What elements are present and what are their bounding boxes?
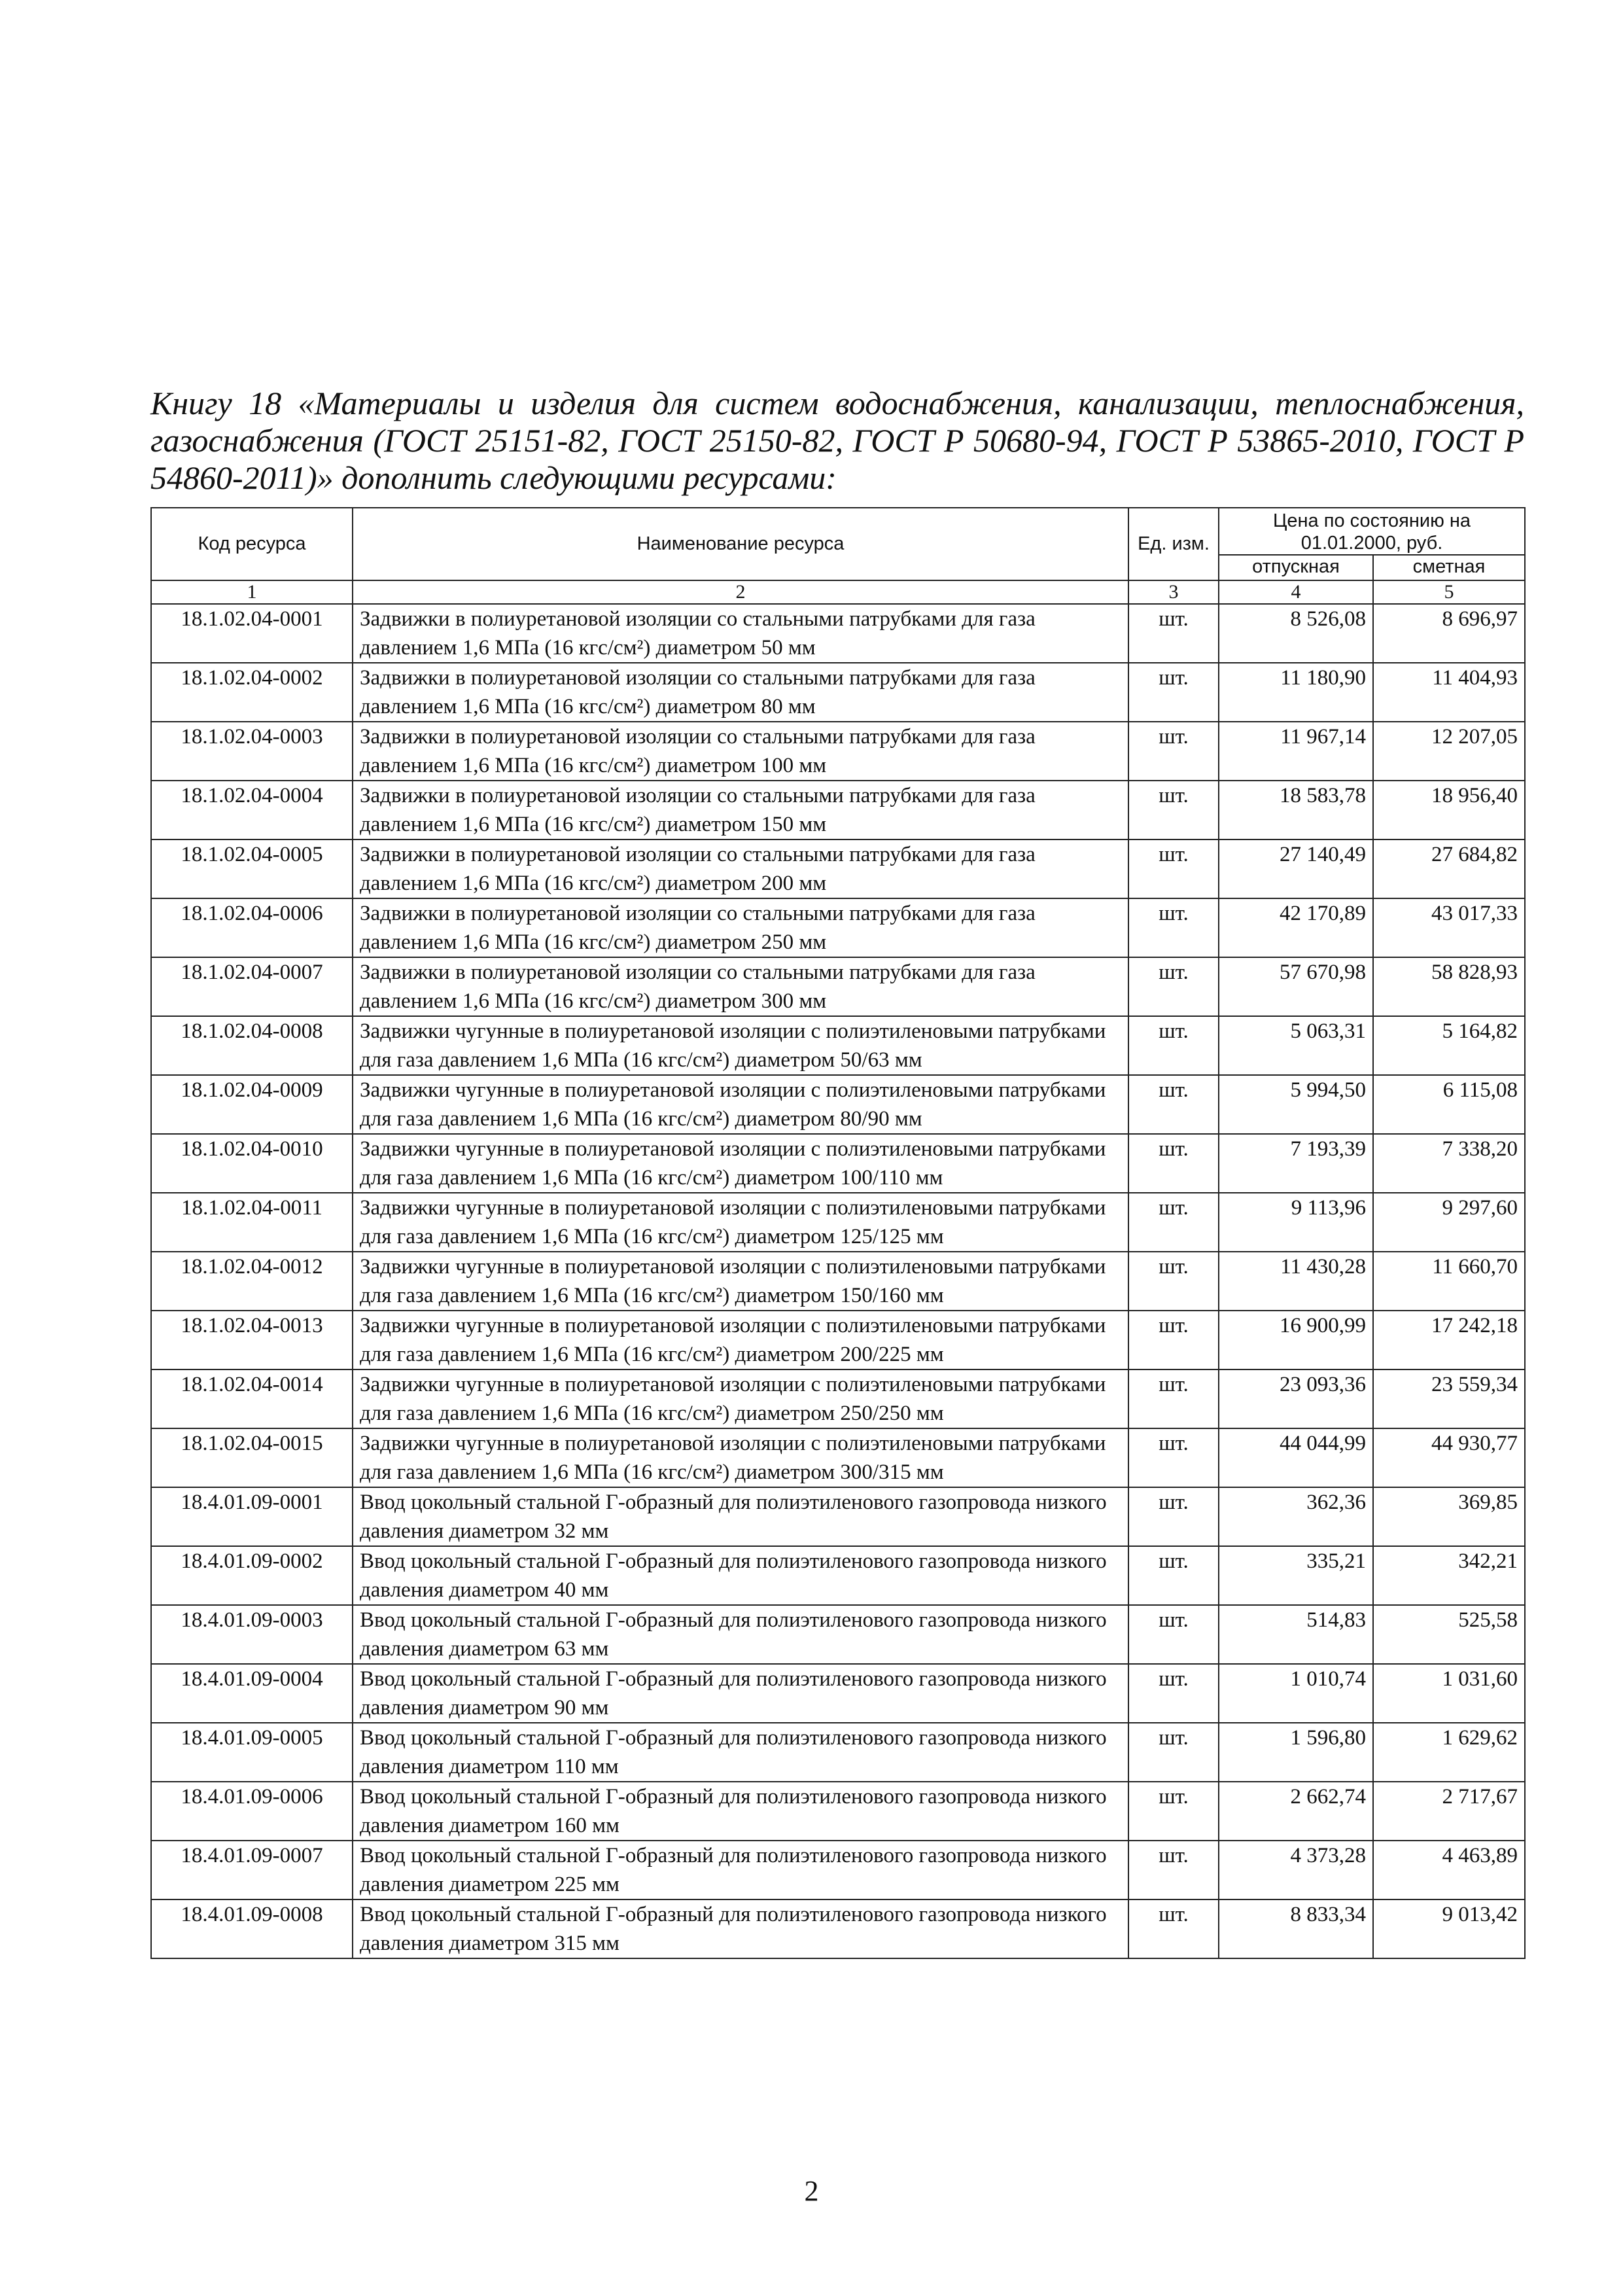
table-row bbox=[151, 604, 1525, 663]
column-number: 2 bbox=[353, 580, 1128, 604]
estimate-price: 27 684,82 bbox=[1373, 839, 1525, 898]
estimate-price: 43 017,33 bbox=[1373, 898, 1525, 957]
estimate-price: 7 338,20 bbox=[1373, 1134, 1525, 1193]
release-price: 5 994,50 bbox=[1219, 1075, 1373, 1134]
resource-code: 18.1.02.04-0001 bbox=[151, 604, 353, 663]
release-price: 8 526,08 bbox=[1219, 604, 1373, 663]
estimate-price: 18 956,40 bbox=[1373, 781, 1525, 839]
release-price: 11 967,14 bbox=[1219, 722, 1373, 781]
resource-name: Ввод цокольный стальной Г-образный для полиэтиленового газопровода низкого давления диаметром 315 мм bbox=[353, 1899, 1128, 1958]
unit-of-measure: шт. bbox=[1128, 1134, 1219, 1193]
unit-of-measure: шт. bbox=[1128, 1369, 1219, 1428]
estimate-price: 1 629,62 bbox=[1373, 1723, 1525, 1782]
resource-code: 18.4.01.09-0008 bbox=[151, 1899, 353, 1958]
resource-code: 18.4.01.09-0004 bbox=[151, 1664, 353, 1723]
resource-code: 18.1.02.04-0010 bbox=[151, 1134, 353, 1193]
header-code: Код ресурса bbox=[151, 508, 353, 580]
column-number: 5 bbox=[1373, 580, 1525, 604]
resource-name: Ввод цокольный стальной Г-образный для полиэтиленового газопровода низкого давления диаметром 90 мм bbox=[353, 1664, 1128, 1723]
column-number: 4 bbox=[1219, 580, 1373, 604]
estimate-price: 369,85 bbox=[1373, 1487, 1525, 1546]
document-heading: Книгу 18 «Материалы и изделия для систем водоснабжения, канализации, теплоснабжения, газоснабжения (ГОСТ 25151-82, ГОСТ 25150-82, ГОСТ Р 50680-94, ГОСТ Р 53865-2010, ГОСТ Р 54860-2011)» дополнить следующими ресурсами: bbox=[150, 385, 1524, 496]
estimate-price: 4 463,89 bbox=[1373, 1841, 1525, 1899]
resource-code: 18.1.02.04-0014 bbox=[151, 1369, 353, 1428]
table-row bbox=[151, 1075, 1525, 1134]
resource-name: Задвижки чугунные в полиуретановой изоляции с полиэтиленовыми патрубками для газа давлением 1,6 МПа (16 кгс/см²) диаметром 150/160 мм bbox=[353, 1252, 1128, 1311]
unit-of-measure: шт. bbox=[1128, 1075, 1219, 1134]
table-row bbox=[151, 898, 1525, 957]
resource-code: 18.4.01.09-0006 bbox=[151, 1782, 353, 1841]
unit-of-measure: шт. bbox=[1128, 1016, 1219, 1075]
resource-code: 18.1.02.04-0004 bbox=[151, 781, 353, 839]
estimate-price: 58 828,93 bbox=[1373, 957, 1525, 1016]
estimate-price: 17 242,18 bbox=[1373, 1311, 1525, 1369]
unit-of-measure: шт. bbox=[1128, 1605, 1219, 1664]
release-price: 18 583,78 bbox=[1219, 781, 1373, 839]
header-release-price: отпускная bbox=[1219, 555, 1373, 580]
estimate-price: 9 297,60 bbox=[1373, 1193, 1525, 1252]
release-price: 11 430,28 bbox=[1219, 1252, 1373, 1311]
estimate-price: 525,58 bbox=[1373, 1605, 1525, 1664]
estimate-price: 12 207,05 bbox=[1373, 722, 1525, 781]
resource-code: 18.1.02.04-0005 bbox=[151, 839, 353, 898]
release-price: 16 900,99 bbox=[1219, 1311, 1373, 1369]
resource-name: Задвижки чугунные в полиуретановой изоляции с полиэтиленовыми патрубками для газа давлением 1,6 МПа (16 кгс/см²) диаметром 125/125 мм bbox=[353, 1193, 1128, 1252]
table-row bbox=[151, 1487, 1525, 1546]
resource-code: 18.4.01.09-0007 bbox=[151, 1841, 353, 1899]
estimate-price: 6 115,08 bbox=[1373, 1075, 1525, 1134]
table-row bbox=[151, 722, 1525, 781]
resource-name: Задвижки в полиуретановой изоляции со стальными патрубками для газа давлением 1,6 МПа (16 кгс/см²) диаметром 300 мм bbox=[353, 957, 1128, 1016]
table-row bbox=[151, 957, 1525, 1016]
unit-of-measure: шт. bbox=[1128, 781, 1219, 839]
resource-code: 18.4.01.09-0005 bbox=[151, 1723, 353, 1782]
unit-of-measure: шт. bbox=[1128, 957, 1219, 1016]
release-price: 42 170,89 bbox=[1219, 898, 1373, 957]
unit-of-measure: шт. bbox=[1128, 1664, 1219, 1723]
resource-name: Задвижки чугунные в полиуретановой изоляции с полиэтиленовыми патрубками для газа давлением 1,6 МПа (16 кгс/см²) диаметром 200/225 мм bbox=[353, 1311, 1128, 1369]
unit-of-measure: шт. bbox=[1128, 898, 1219, 957]
resource-code: 18.1.02.04-0013 bbox=[151, 1311, 353, 1369]
table-row bbox=[151, 1664, 1525, 1723]
resource-name: Задвижки в полиуретановой изоляции со стальными патрубками для газа давлением 1,6 МПа (16 кгс/см²) диаметром 250 мм bbox=[353, 898, 1128, 957]
unit-of-measure: шт. bbox=[1128, 1546, 1219, 1605]
release-price: 23 093,36 bbox=[1219, 1369, 1373, 1428]
resource-code: 18.1.02.04-0003 bbox=[151, 722, 353, 781]
release-price: 57 670,98 bbox=[1219, 957, 1373, 1016]
resource-name: Ввод цокольный стальной Г-образный для полиэтиленового газопровода низкого давления диаметром 110 мм bbox=[353, 1723, 1128, 1782]
estimate-price: 2 717,67 bbox=[1373, 1782, 1525, 1841]
table-row bbox=[151, 1782, 1525, 1841]
resource-code: 18.4.01.09-0003 bbox=[151, 1605, 353, 1664]
release-price: 11 180,90 bbox=[1219, 663, 1373, 722]
resource-table-container bbox=[150, 507, 1524, 1959]
table-row bbox=[151, 1134, 1525, 1193]
table-row bbox=[151, 663, 1525, 722]
unit-of-measure: шт. bbox=[1128, 1487, 1219, 1546]
table-row bbox=[151, 1899, 1525, 1958]
estimate-price: 23 559,34 bbox=[1373, 1369, 1525, 1428]
resource-name: Задвижки чугунные в полиуретановой изоляции с полиэтиленовыми патрубками для газа давлением 1,6 МПа (16 кгс/см²) диаметром 50/63 мм bbox=[353, 1016, 1128, 1075]
estimate-price: 8 696,97 bbox=[1373, 604, 1525, 663]
resource-name: Ввод цокольный стальной Г-образный для полиэтиленового газопровода низкого давления диаметром 32 мм bbox=[353, 1487, 1128, 1546]
estimate-price: 11 660,70 bbox=[1373, 1252, 1525, 1311]
table-row bbox=[151, 1369, 1525, 1428]
unit-of-measure: шт. bbox=[1128, 604, 1219, 663]
unit-of-measure: шт. bbox=[1128, 1782, 1219, 1841]
release-price: 1 010,74 bbox=[1219, 1664, 1373, 1723]
resource-name: Задвижки чугунные в полиуретановой изоляции с полиэтиленовыми патрубками для газа давлением 1,6 МПа (16 кгс/см²) диаметром 100/110 мм bbox=[353, 1134, 1128, 1193]
table-row bbox=[151, 1841, 1525, 1899]
estimate-price: 342,21 bbox=[1373, 1546, 1525, 1605]
estimate-price: 5 164,82 bbox=[1373, 1016, 1525, 1075]
table-row bbox=[151, 1546, 1525, 1605]
resource-name: Задвижки в полиуретановой изоляции со стальными патрубками для газа давлением 1,6 МПа (16 кгс/см²) диаметром 200 мм bbox=[353, 839, 1128, 898]
estimate-price: 11 404,93 bbox=[1373, 663, 1525, 722]
header-price-group: Цена по состоянию на 01.01.2000, руб. bbox=[1219, 508, 1525, 555]
column-number: 3 bbox=[1128, 580, 1219, 604]
unit-of-measure: шт. bbox=[1128, 1193, 1219, 1252]
release-price: 8 833,34 bbox=[1219, 1899, 1373, 1958]
resource-name: Задвижки в полиуретановой изоляции со стальными патрубками для газа давлением 1,6 МПа (16 кгс/см²) диаметром 50 мм bbox=[353, 604, 1128, 663]
resource-code: 18.1.02.04-0007 bbox=[151, 957, 353, 1016]
release-price: 362,36 bbox=[1219, 1487, 1373, 1546]
release-price: 7 193,39 bbox=[1219, 1134, 1373, 1193]
release-price: 9 113,96 bbox=[1219, 1193, 1373, 1252]
resource-name: Задвижки чугунные в полиуретановой изоляции с полиэтиленовыми патрубками для газа давлением 1,6 МПа (16 кгс/см²) диаметром 300/315 мм bbox=[353, 1428, 1128, 1487]
estimate-price: 44 930,77 bbox=[1373, 1428, 1525, 1487]
column-number-row bbox=[151, 580, 1525, 604]
unit-of-measure: шт. bbox=[1128, 1311, 1219, 1369]
resource-code: 18.1.02.04-0008 bbox=[151, 1016, 353, 1075]
unit-of-measure: шт. bbox=[1128, 839, 1219, 898]
header-name: Наименование ресурса bbox=[353, 508, 1128, 580]
table-row bbox=[151, 1428, 1525, 1487]
estimate-price: 9 013,42 bbox=[1373, 1899, 1525, 1958]
table-row bbox=[151, 1016, 1525, 1075]
resource-name: Ввод цокольный стальной Г-образный для полиэтиленового газопровода низкого давления диаметром 63 мм bbox=[353, 1605, 1128, 1664]
release-price: 2 662,74 bbox=[1219, 1782, 1373, 1841]
table-row bbox=[151, 1193, 1525, 1252]
unit-of-measure: шт. bbox=[1128, 1723, 1219, 1782]
unit-of-measure: шт. bbox=[1128, 1899, 1219, 1958]
resource-code: 18.1.02.04-0009 bbox=[151, 1075, 353, 1134]
unit-of-measure: шт. bbox=[1128, 1428, 1219, 1487]
resource-code: 18.1.02.04-0011 bbox=[151, 1193, 353, 1252]
header-estimate-price: сметная bbox=[1373, 555, 1525, 580]
table-row bbox=[151, 1723, 1525, 1782]
release-price: 335,21 bbox=[1219, 1546, 1373, 1605]
table-row bbox=[151, 1605, 1525, 1664]
table-header bbox=[151, 508, 1525, 604]
resource-code: 18.1.02.04-0015 bbox=[151, 1428, 353, 1487]
resource-code: 18.1.02.04-0012 bbox=[151, 1252, 353, 1311]
release-price: 4 373,28 bbox=[1219, 1841, 1373, 1899]
resource-name: Задвижки в полиуретановой изоляции со стальными патрубками для газа давлением 1,6 МПа (16 кгс/см²) диаметром 80 мм bbox=[353, 663, 1128, 722]
resource-name: Ввод цокольный стальной Г-образный для полиэтиленового газопровода низкого давления диаметром 225 мм bbox=[353, 1841, 1128, 1899]
resource-name: Задвижки в полиуретановой изоляции со стальными патрубками для газа давлением 1,6 МПа (16 кгс/см²) диаметром 150 мм bbox=[353, 781, 1128, 839]
unit-of-measure: шт. bbox=[1128, 722, 1219, 781]
resource-code: 18.4.01.09-0002 bbox=[151, 1546, 353, 1605]
table-body bbox=[151, 604, 1525, 1958]
resource-name: Ввод цокольный стальной Г-образный для полиэтиленового газопровода низкого давления диаметром 40 мм bbox=[353, 1546, 1128, 1605]
table-row bbox=[151, 781, 1525, 839]
table-row bbox=[151, 1252, 1525, 1311]
unit-of-measure: шт. bbox=[1128, 1841, 1219, 1899]
table-row bbox=[151, 839, 1525, 898]
release-price: 44 044,99 bbox=[1219, 1428, 1373, 1487]
resource-name: Задвижки чугунные в полиуретановой изоляции с полиэтиленовыми патрубками для газа давлением 1,6 МПа (16 кгс/см²) диаметром 250/250 мм bbox=[353, 1369, 1128, 1428]
column-number: 1 bbox=[151, 580, 353, 604]
resource-name: Задвижки в полиуретановой изоляции со стальными патрубками для газа давлением 1,6 МПа (16 кгс/см²) диаметром 100 мм bbox=[353, 722, 1128, 781]
estimate-price: 1 031,60 bbox=[1373, 1664, 1525, 1723]
header-unit: Ед. изм. bbox=[1128, 508, 1219, 580]
resource-name: Ввод цокольный стальной Г-образный для полиэтиленового газопровода низкого давления диаметром 160 мм bbox=[353, 1782, 1128, 1841]
page-number: 2 bbox=[804, 2175, 819, 2207]
resource-code: 18.1.02.04-0002 bbox=[151, 663, 353, 722]
resource-code: 18.1.02.04-0006 bbox=[151, 898, 353, 957]
release-price: 5 063,31 bbox=[1219, 1016, 1373, 1075]
resource-name: Задвижки чугунные в полиуретановой изоляции с полиэтиленовыми патрубками для газа давлением 1,6 МПа (16 кгс/см²) диаметром 80/90 мм bbox=[353, 1075, 1128, 1134]
unit-of-measure: шт. bbox=[1128, 663, 1219, 722]
release-price: 514,83 bbox=[1219, 1605, 1373, 1664]
release-price: 1 596,80 bbox=[1219, 1723, 1373, 1782]
table-row bbox=[151, 1311, 1525, 1369]
release-price: 27 140,49 bbox=[1219, 839, 1373, 898]
resource-code: 18.4.01.09-0001 bbox=[151, 1487, 353, 1546]
resource-table bbox=[150, 507, 1526, 1959]
unit-of-measure: шт. bbox=[1128, 1252, 1219, 1311]
